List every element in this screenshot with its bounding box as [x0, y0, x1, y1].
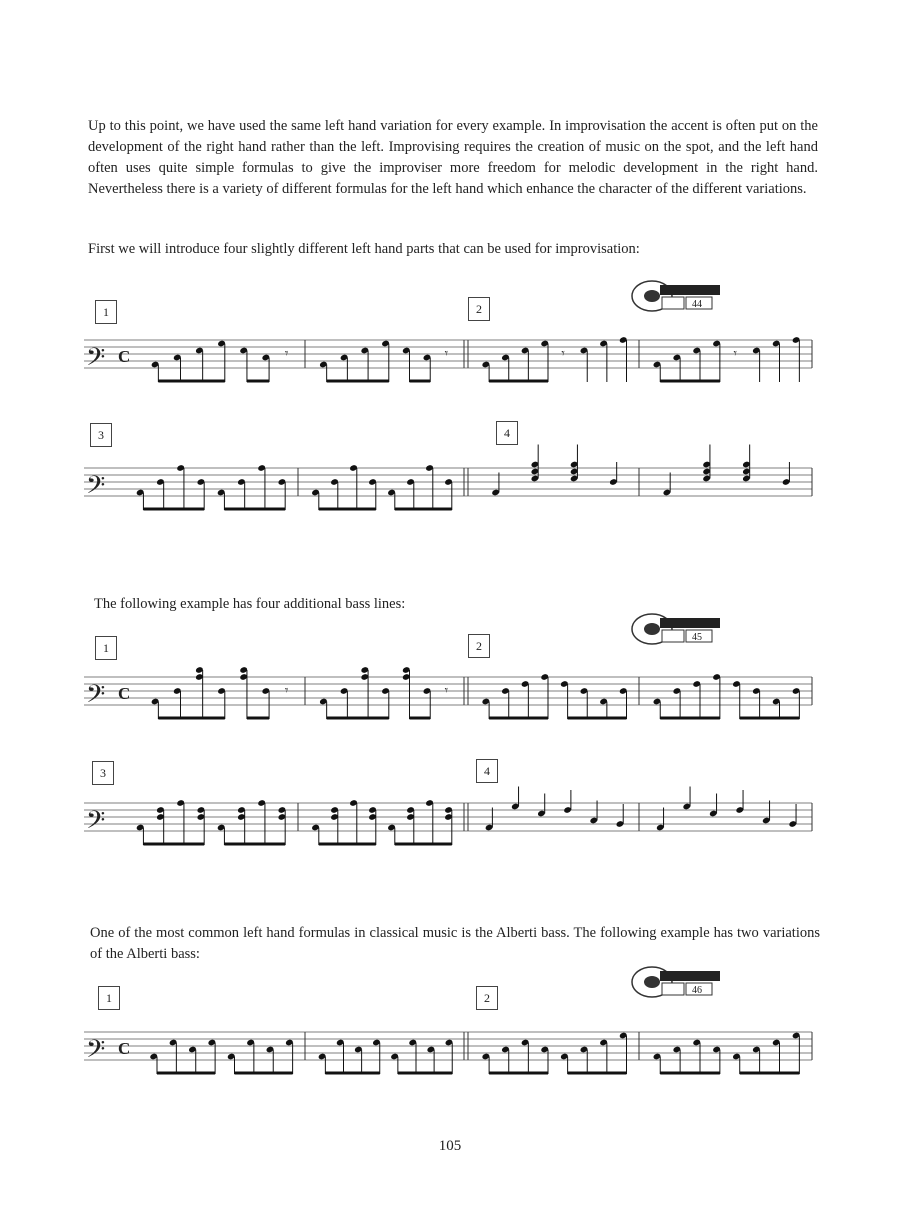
intro-paragraph: Up to this point, we have used the same left hand variation for every example. In improvisation the accent is often put on the development of the right hand rather than the left. Improvising requires the creation of music on the spot, and the left hand often uses quite simple formulas to give the improviser more freedom for melodic development in the right hand. Nevertheless there is a variety of different formulas for the left hand which enhance the character of the different variations. [88, 118, 818, 197]
example-number-box: 1 [95, 300, 117, 324]
bass-clef-icon: 𝄢 [86, 680, 106, 715]
note-beam [224, 843, 285, 846]
note-beam [660, 717, 720, 720]
note-beam [319, 843, 376, 846]
bass-clef-icon: 𝄢 [86, 471, 106, 506]
note-beam [157, 1072, 215, 1075]
example-number-box: 4 [476, 759, 498, 783]
note-beam [327, 717, 389, 720]
note-beam [319, 508, 376, 511]
note-beam [224, 508, 285, 511]
example-number-box: 2 [468, 634, 490, 658]
section-3-intro: One of the most common left hand formulas in classical music is the Alberti bass. The following example has two variations of the Alberti bass: [90, 925, 820, 962]
rest-icon: 𝄾 [733, 346, 737, 362]
rest-icon: 𝄾 [284, 683, 289, 699]
example-number-box: 3 [90, 423, 112, 447]
example-number-box: 1 [98, 986, 120, 1010]
page-number: 105 [438, 1138, 462, 1154]
audio-track-logo [630, 958, 722, 1004]
rest-icon: 𝄾 [284, 346, 289, 362]
note-beam [247, 717, 269, 720]
audio-track-number: 46 [692, 985, 702, 996]
note-beam [568, 1072, 627, 1075]
note-beam [395, 843, 452, 846]
example-number-box: 4 [496, 421, 518, 445]
common-time-icon: C [118, 684, 131, 703]
audio-track-logo [630, 272, 722, 318]
example-number-box: 2 [476, 986, 498, 1010]
note-beam [660, 1072, 720, 1075]
audio-track-logo [630, 605, 722, 651]
music-staff-system [80, 655, 820, 730]
music-staff-system [80, 781, 820, 856]
rest-icon: 𝄾 [444, 346, 449, 362]
note-beam [489, 1072, 548, 1075]
note-beam [158, 717, 224, 720]
note-beam [740, 717, 800, 720]
section-1-intro: First we will introduce four slightly different left hand parts that can be used for improvisation: [88, 241, 640, 257]
note-beam [143, 508, 204, 511]
note-beam [327, 380, 389, 383]
common-time-icon: C [118, 347, 131, 366]
note-beam [410, 717, 431, 720]
bass-clef-icon: 𝄢 [86, 1035, 106, 1070]
example-number-box: 3 [92, 761, 114, 785]
bass-clef-icon: 𝄢 [86, 343, 106, 378]
common-time-icon: C [118, 1039, 131, 1058]
audio-track-number: 45 [692, 632, 702, 643]
music-staff-system [80, 318, 820, 393]
note-beam [489, 717, 548, 720]
note-beam [660, 380, 720, 383]
note-beam [143, 843, 204, 846]
audio-track-number: 44 [692, 299, 702, 310]
note-beam [568, 717, 627, 720]
rest-icon: 𝄾 [561, 346, 565, 362]
note-beam [740, 1072, 800, 1075]
rest-icon: 𝄾 [444, 683, 449, 699]
note-beam [398, 1072, 452, 1075]
note-beam [410, 380, 431, 383]
note-beam [247, 380, 269, 383]
example-number-box: 1 [95, 636, 117, 660]
note-beam [234, 1072, 292, 1075]
music-staff-system [80, 446, 820, 521]
note-beam [325, 1072, 379, 1075]
music-staff-system [80, 1010, 820, 1085]
note-beam [158, 380, 224, 383]
section-2-intro: The following example has four additional bass lines: [94, 596, 406, 612]
example-number-box: 2 [468, 297, 490, 321]
bass-clef-icon: 𝄢 [86, 806, 106, 841]
note-beam [489, 380, 548, 383]
note-beam [395, 508, 452, 511]
